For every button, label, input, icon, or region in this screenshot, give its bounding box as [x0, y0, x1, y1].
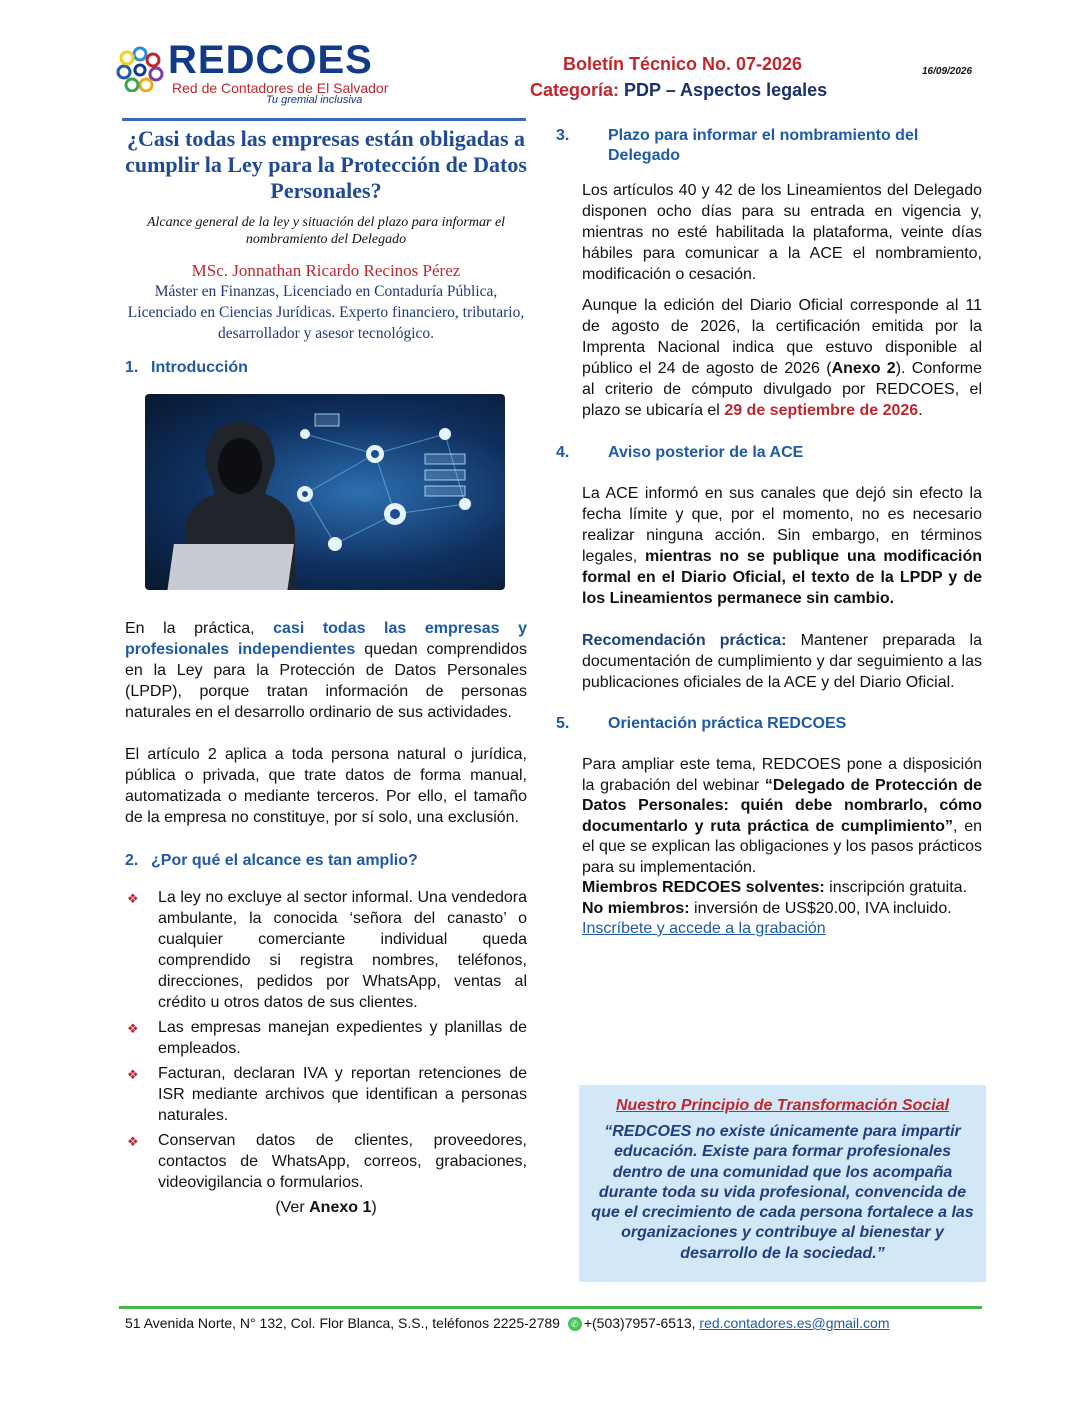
section-number: 4.	[556, 444, 570, 461]
nonmembers-label: No miembros:	[582, 899, 690, 917]
plazo-paragraph-1: Los artículos 40 y 42 de los Lineamientos del Delegado disponen ocho días para su entrada en vigencia y, mientras no esté habilitada la plataforma, veinte días hábiles para comunicar a la ACE el nombramiento, modificación o cesación.	[582, 182, 982, 283]
annex-reference	[125, 1197, 527, 1218]
section-heading-plazo	[556, 126, 982, 166]
text-run: inversión de US$20.00, IVA incluido.	[689, 899, 952, 917]
diamond-bullet-icon: ❖	[127, 1067, 139, 1082]
author-bio: Máster en Finanzas, Licenciado en Contaduría Pública, Licenciado en Ciencias Jurídicas. Experto financiero, tributario, desarrollador y asesor tecnológico.	[127, 283, 525, 342]
list-item-text: Facturan, declaran IVA y reportan retenciones de ISR mediante archivos que identifican a personas naturales.	[158, 1065, 527, 1124]
principle-box	[579, 1085, 986, 1282]
footer-divider	[119, 1306, 982, 1309]
footer-whatsapp: +(503)7957-6513,	[583, 1315, 696, 1331]
text-run: Aunque la edición del Diario Oficial corresponde al 11 de agosto de 2026, la certificación emitida por la Imprenta Nacional indica que estuvo disponible al público el 24 de agosto de 2026 (	[582, 297, 982, 377]
registration-link-wrap	[582, 919, 982, 940]
list-item	[125, 1017, 527, 1059]
members-label: Miembros REDCOES solventes:	[582, 879, 825, 896]
section-heading-orientacion	[556, 714, 982, 734]
header-divider	[122, 118, 526, 121]
list-item	[125, 1130, 527, 1193]
diamond-bullet-icon: ❖	[127, 891, 139, 906]
text-run: (Ver	[275, 1199, 310, 1216]
section-title: Introducción	[151, 359, 248, 376]
deadline-date: 29 de septiembre de 2026	[724, 402, 919, 419]
list-item-text: Las empresas manejan expedientes y planillas de empleados.	[158, 1019, 527, 1057]
section-heading-introduccion	[125, 358, 527, 378]
bulletin-number: Boletín Técnico No. 07-2026	[563, 54, 803, 74]
text-run: La ACE informó en sus canales que dejó sin efecto la fecha límite y que, por el momento, no es necesario realizar ninguna acción. Sin embargo, en términos legales,	[582, 485, 982, 565]
text-run: quedan comprendidos en la Ley para la Protección de Datos Personales (LPDP), porque tratan información de personas naturales en el desarrollo ordinario de sus actividades.	[125, 641, 528, 721]
diamond-bullet-icon: ❖	[127, 1134, 139, 1149]
list-item	[125, 1063, 527, 1126]
webinar-paragraph	[582, 755, 982, 878]
scope-bullet-list	[125, 887, 527, 1193]
section-number: 2.	[125, 852, 139, 869]
section-heading-aviso	[556, 443, 982, 463]
list-item	[125, 887, 527, 1013]
text-run: )	[371, 1199, 377, 1216]
section-title: Aviso posterior de la ACE	[608, 444, 804, 461]
section-number: 3.	[556, 127, 570, 144]
webinar-title: “Delegado de Protección de Datos Personales: quién debe nombrarlo, cómo documentarlo y ruta práctica de cumplimiento”	[582, 776, 982, 835]
intro-paragraph-1	[125, 618, 527, 723]
principle-quote: “REDCOES no existe únicamente para impartir educación. Existe para formar profesionales dentro de una comunidad que los acompaña durante toda su vida profesional, convencida de que el crecimiento de cada persona fortalece a las organizaciones y contribuye al bienestar y desarrollo de la sociedad.”	[591, 1123, 974, 1262]
text-run: , en el que se explican las obligaciones y los pasos prácticos para su implementación.	[582, 817, 983, 876]
logo-dots-icon	[116, 46, 164, 92]
bulletin-category	[530, 80, 827, 101]
highlight-scope: casi todas las empresas y profesionales independientes	[125, 620, 528, 658]
brand-name: REDCOES	[168, 38, 373, 82]
section-heading-alcance	[125, 851, 527, 871]
article-subtitle: Alcance general de la ley y situación del plazo para informar el nombramiento del Delegado	[146, 215, 506, 247]
cyber-security-image-icon	[145, 394, 505, 590]
author-name: MSc. Jonnathan Ricardo Recinos Pérez	[191, 261, 461, 280]
text-run: En la práctica,	[125, 620, 274, 637]
principle-title: Nuestro Principio de Transformación Social	[615, 1097, 950, 1114]
intro-paragraph-2: El artículo 2 aplica a toda persona natural o jurídica, pública o privada, que trate datos de forma manual, automatizada o mediante terceros. Por ello, el tamaño de la empresa no constituye, por sí solo, una exclusión.	[125, 746, 527, 826]
text-run: ). Conforme al criterio de cómputo divulgado por REDCOES, el plazo se ubicaría el	[582, 360, 983, 419]
brand-tagline: Tu gremial inclusiva	[266, 94, 363, 106]
category-label: Categoría:	[530, 80, 620, 100]
section-title: Plazo para informar el nombramiento del Delegado	[608, 127, 919, 164]
text-run: Mantener preparada la documentación de cumplimiento y dar seguimiento a las publicaciones oficiales de la ACE y del Diario Oficial.	[582, 632, 982, 691]
article-title: ¿Casi todas las empresas están obligadas a cumplir la Ley para la Protección de Datos Personales?	[125, 126, 527, 203]
nonmembers-pricing	[582, 899, 982, 920]
category-value: PDP – Aspectos legales	[624, 80, 828, 100]
practical-recommendation	[582, 630, 982, 693]
footer-email-link[interactable]: red.contadores.es@gmail.com	[699, 1315, 890, 1331]
section-number: 5.	[556, 715, 570, 732]
section-number: 1.	[125, 359, 139, 376]
brand-subtitle: Red de Contadores de El Salvador	[172, 80, 389, 96]
left-column	[125, 126, 527, 1218]
registration-link[interactable]: Inscríbete y accede a la grabación	[582, 920, 826, 937]
list-item-text: La ley no excluye al sector informal. Una vendedora ambulante, la conocida ‘señora del canasto’ o cualquier comerciante individual queda comprendido si registra nombres, teléfonos, direcciones, pedidos por WhatsApp, ventas al crédito u otros datos de sus clientes.	[158, 889, 527, 1011]
list-item-text: Conservan datos de clientes, proveedores, contactos de WhatsApp, correos, grabaciones, videovigilancia o formularios.	[158, 1132, 527, 1191]
diamond-bullet-icon: ❖	[127, 1021, 139, 1036]
hacker-illustration	[145, 394, 505, 590]
aviso-paragraph	[582, 483, 982, 609]
annex-label: Anexo 2	[831, 360, 896, 377]
plazo-paragraph-2	[582, 295, 982, 421]
whatsapp-icon: ✆	[568, 1317, 582, 1331]
section-title: ¿Por qué el alcance es tan amplio?	[151, 852, 418, 869]
bulletin-date: 16/09/2026	[922, 66, 973, 77]
text-run: .	[918, 402, 923, 419]
footer-address: 51 Avenida Norte, N° 132, Col. Flor Blanca, S.S., teléfonos 2225-2789	[125, 1315, 560, 1331]
text-run: inscripción gratuita.	[824, 879, 968, 896]
section-title: Orientación práctica REDCOES	[608, 715, 847, 732]
recommendation-label: Recomendación práctica:	[582, 632, 787, 649]
text-run: Para ampliar este tema, REDCOES pone a disposición la grabación del webinar	[582, 756, 982, 794]
members-pricing	[582, 878, 982, 899]
redcoes-logo	[116, 38, 389, 106]
legal-emphasis: mientras no se publique una modificación formal en el Diario Oficial, el texto de la LPDP y de los Lineamientos permanece sin cambio.	[582, 548, 983, 607]
annex-label: Anexo 1	[309, 1199, 372, 1216]
right-column	[556, 126, 983, 940]
footer-contact	[125, 1315, 890, 1331]
